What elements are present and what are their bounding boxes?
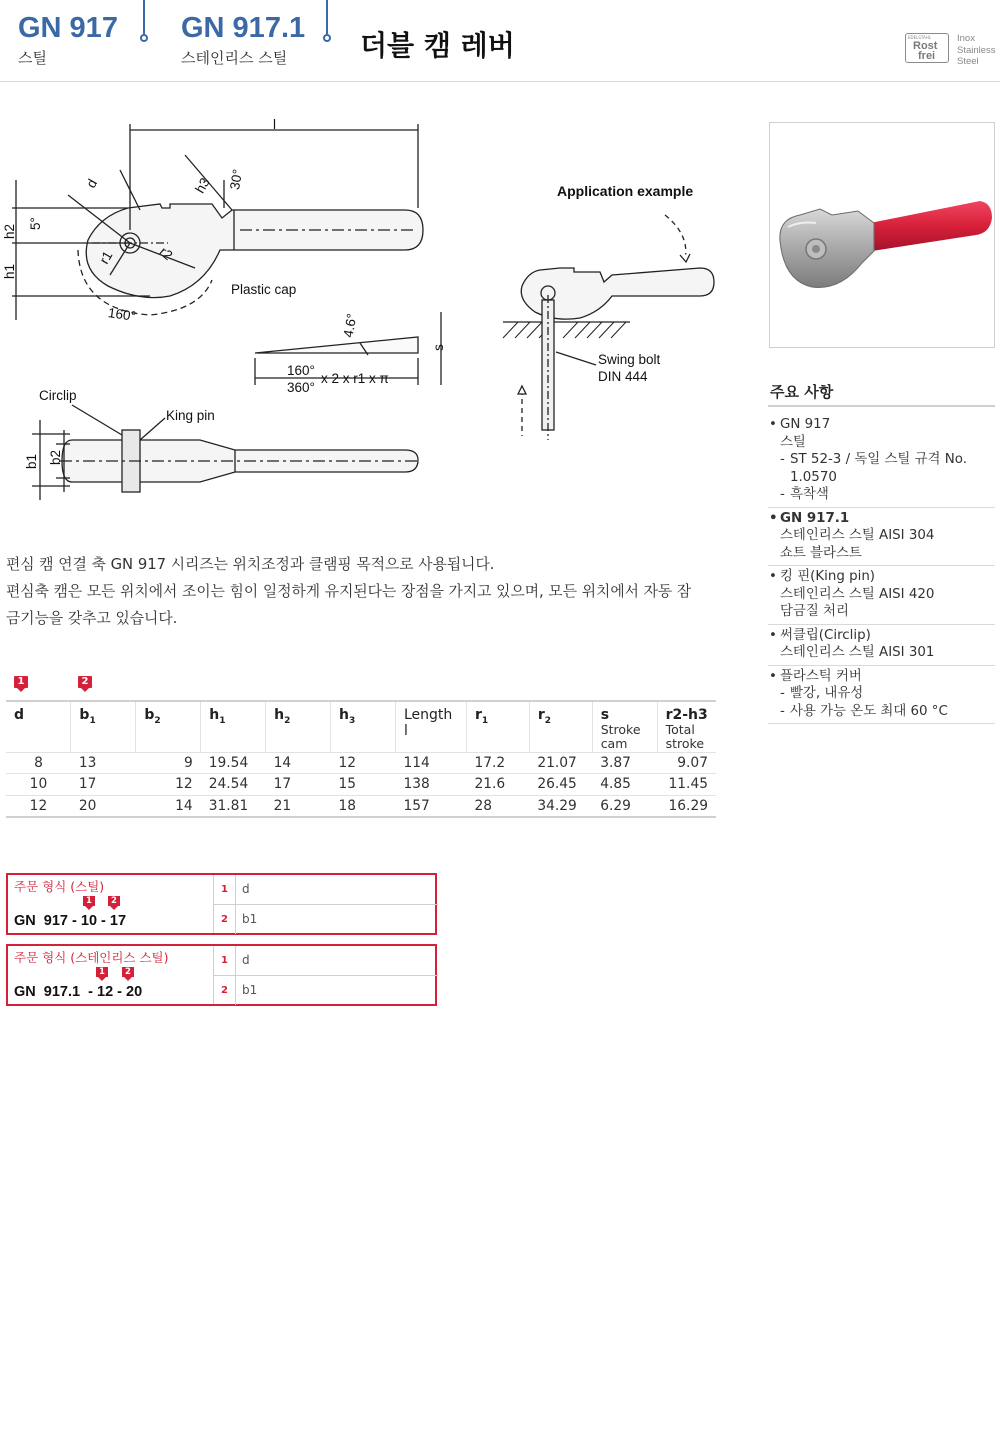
plastic-cap-label: Plastic cap [231, 282, 297, 297]
order-legend-row [214, 946, 438, 975]
table-cell: 13 [71, 752, 136, 774]
order-badge-1-icon: 1 [96, 967, 108, 981]
table-header-row [6, 701, 716, 752]
table-cell: 16.29 [657, 795, 716, 817]
dim-h2-label: h2 [2, 223, 18, 240]
formula-fraction-numerator: 160° [287, 363, 315, 378]
header-divider-dot-1 [140, 34, 148, 42]
order-title: 주문 형식 (스틸) [14, 879, 105, 894]
order-example-box [6, 944, 437, 1006]
rostfrei-logo-icon [905, 33, 949, 63]
table-column-header: $b_2$ [136, 701, 201, 752]
order-legend [213, 875, 437, 933]
header-divider-dot-2 [323, 34, 331, 42]
angle-4-6-label: 4.6° [340, 312, 360, 339]
order-code: GN 917.1 - 12 - 20 [14, 984, 143, 1000]
table-cell: 12 [136, 774, 201, 796]
product-photo [769, 122, 995, 348]
technical-drawing [0, 100, 760, 520]
table-cell: 6.29 [592, 795, 657, 817]
option-badge-1-icon: 1 [14, 676, 28, 692]
note-item: - 흑착색 [768, 486, 995, 504]
order-legend-number: 2 [214, 905, 236, 934]
table-column-header: r2-h3 Total stroke [657, 701, 716, 752]
table-column-header: $b_1$ [71, 701, 136, 752]
table-cell: 10 [6, 774, 71, 796]
note-item: - 빨강, 내유성 [768, 685, 995, 703]
formula-fraction-denominator: 360° [287, 380, 315, 395]
header-divider-2 [326, 0, 328, 34]
dim-l-label: l [273, 117, 276, 132]
table-cell: 24.54 [201, 774, 266, 796]
table-cell: 15 [331, 774, 396, 796]
logo-text-line: Stainless [957, 44, 996, 56]
dim-h1-label: h1 [2, 263, 18, 280]
note-item: 스테인리스 스틸 AISI 304 [780, 528, 935, 543]
table-cell: 21.07 [529, 752, 592, 774]
order-legend-label: b1 [242, 912, 258, 926]
table-cell: 26.45 [529, 774, 592, 796]
dim-r2-label: r2 [156, 243, 176, 264]
table-cell: 28 [466, 795, 529, 817]
table-row [6, 774, 716, 796]
table-cell: 11.45 [657, 774, 716, 796]
din-label: DIN 444 [598, 369, 648, 384]
dimension-table [6, 700, 716, 818]
table-column-header: $r_1$ [466, 701, 529, 752]
note-block [768, 508, 995, 567]
description-line: 편심 캠 연결 축 GN 917 시리즈는 위치조정과 클램핑 목적으로 사용됩니다. [6, 556, 495, 573]
double-cam-lever-photo-icon [770, 123, 994, 347]
note-item: 쇼트 블라스트 [780, 545, 862, 561]
table-cell: 12 [331, 752, 396, 774]
dim-s-label: s [430, 344, 446, 351]
table-row [6, 795, 716, 817]
note-item: • 써클립(Circlip) [768, 627, 995, 645]
inox-label [957, 33, 1000, 68]
description-line: 편심축 캠은 모든 위치에서 조이는 힘이 일정하게 유지된다는 장점을 가지고 있으며, 모든 위치에서 자동 잠 [6, 583, 692, 600]
logo-frei: frei [918, 50, 936, 62]
table-row [6, 752, 716, 774]
table-column-header: $h_1$ [201, 701, 266, 752]
table-column-header: d [6, 701, 71, 752]
note-item: 담금질 처리 [780, 604, 849, 619]
order-legend-number: 1 [214, 875, 236, 904]
table-cell: 8 [6, 752, 71, 774]
table-column-header: $r_2$ [529, 701, 592, 752]
dim-d-label: d [83, 176, 101, 191]
note-item: 스테인리스 스틸 AISI 301 [780, 645, 935, 660]
angle-30-label: 30° [227, 168, 246, 191]
note-item: 스틸 [780, 434, 806, 450]
application-example-label: Application example [557, 183, 694, 199]
order-badge-1-icon: 1 [83, 896, 95, 910]
table-cell: 4.85 [592, 774, 657, 796]
notes-title: 주요 사항 [770, 383, 834, 401]
table-cell: 9 [136, 752, 201, 774]
option-badge-2-icon: 2 [78, 676, 92, 692]
logo-rost: Rost [913, 40, 938, 52]
note-item: - ST 52-3 / 독일 스틸 규격 No. [768, 451, 995, 469]
order-example-box [6, 873, 437, 935]
note-block [768, 414, 995, 508]
king-pin-label: King pin [166, 408, 215, 423]
product-code-steel: GN 917 [18, 12, 118, 44]
notes-title-divider [768, 405, 995, 407]
note-item: 스테인리스 스틸 AISI 420 [780, 586, 935, 602]
note-item: • 플라스틱 커버 [768, 668, 995, 686]
table-cell: 34.29 [529, 795, 592, 817]
order-badge-2-icon: 2 [108, 896, 120, 910]
note-item: - 사용 가능 온도 최대 60 °C [768, 703, 995, 721]
order-legend-number: 2 [214, 976, 236, 1005]
table-body [6, 752, 716, 817]
table-column-header: s Stroke cam [592, 701, 657, 752]
dim-b1-label: b1 [24, 453, 40, 470]
product-code-stainless: GN 917.1 [181, 12, 306, 44]
logo-text-line: Steel [957, 56, 979, 67]
note-item: • GN 917 [768, 416, 995, 434]
order-legend-label: d [242, 882, 250, 896]
table-column-header: $h_2$ [266, 701, 331, 752]
table-cell: 20 [71, 795, 136, 817]
table-cell: 17.2 [466, 752, 529, 774]
order-badge-2-icon: 2 [122, 967, 134, 981]
table-cell: 21 [266, 795, 331, 817]
swing-bolt-label: Swing bolt [598, 352, 661, 367]
table-cell: 9.07 [657, 752, 716, 774]
order-legend-number: 1 [214, 946, 236, 975]
table-cell: 157 [395, 795, 466, 817]
notes-list [768, 414, 995, 724]
description-line: 금기능을 갖추고 있습니다. [6, 610, 178, 627]
order-legend-label: d [242, 953, 250, 967]
product-material-stainless: 스테인리스 스틸 [181, 49, 288, 67]
table-column-header: Length l [395, 701, 466, 752]
dim-b2-label: b2 [48, 449, 64, 466]
table-cell: 3.87 [592, 752, 657, 774]
table-cell: 14 [266, 752, 331, 774]
order-legend-row [214, 904, 438, 933]
order-legend [213, 946, 437, 1004]
logo-text-line: Inox [957, 33, 975, 44]
circlip-label: Circlip [39, 388, 77, 403]
dim-r1-label: r1 [96, 248, 116, 267]
header-divider-1 [143, 0, 145, 34]
table-cell: 19.54 [201, 752, 266, 774]
table-cell: 114 [395, 752, 466, 774]
note-item: • GN 917.1 [768, 510, 995, 528]
formula-text: x 2 x r1 x π [321, 371, 389, 386]
table-cell: 12 [6, 795, 71, 817]
page-header [0, 0, 1000, 82]
note-block [768, 666, 995, 725]
table-cell: 14 [136, 795, 201, 817]
angle-5-label: 5° [27, 217, 43, 230]
note-block [768, 625, 995, 666]
table-cell: 31.81 [201, 795, 266, 817]
product-description [6, 551, 721, 632]
note-item: • 킹 핀(King pin) [768, 568, 995, 586]
dim-h3-label: h3 [192, 175, 213, 196]
order-legend-row [214, 975, 438, 1004]
page-title: 더블 캠 레버 [360, 29, 515, 62]
order-legend-row [214, 875, 438, 904]
angle-160-label: 160° [107, 305, 137, 324]
order-legend-label: b1 [242, 983, 258, 997]
table-cell: 18 [331, 795, 396, 817]
logo-small-text: EDELSTAHL [908, 35, 932, 40]
table-cell: 17 [71, 774, 136, 796]
order-title: 주문 형식 (스테인리스 스틸) [14, 950, 169, 965]
product-material-steel: 스틸 [18, 49, 47, 67]
table-cell: 21.6 [466, 774, 529, 796]
order-code: GN 917 - 10 - 17 [14, 913, 127, 929]
table-cell: 138 [395, 774, 466, 796]
note-item: 1.0570 [790, 469, 837, 485]
table-column-header: $h_3$ [331, 701, 396, 752]
note-block [768, 566, 995, 625]
table-cell: 17 [266, 774, 331, 796]
